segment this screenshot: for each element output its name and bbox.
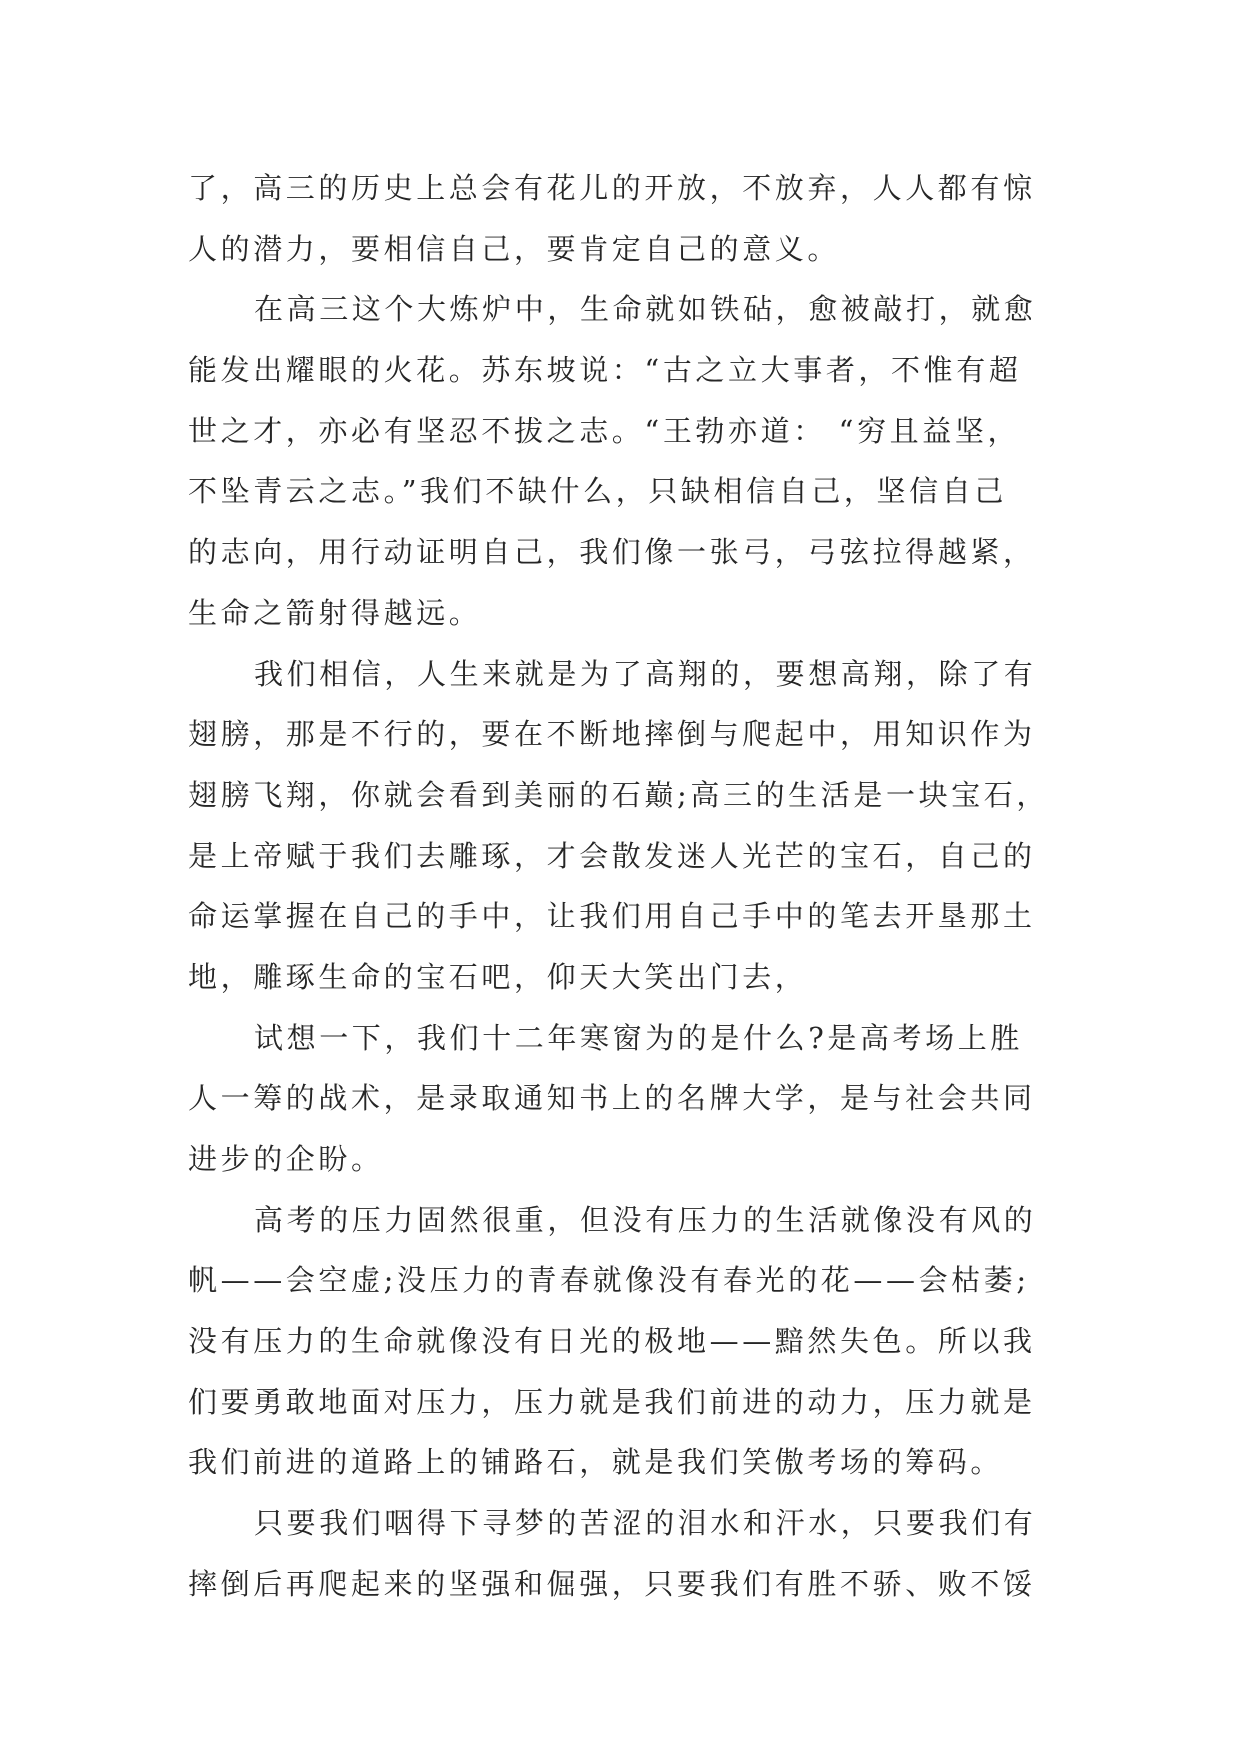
text-line: 翅膀飞翔，你就会看到美丽的石巅;高三的生活是一块宝石， xyxy=(188,777,1049,812)
text-line: 命运掌握在自己的手中，让我们用自己手中的笔去开垦那土 xyxy=(188,899,1036,934)
text-line: 的志向，用行动证明自己，我们像一张弓，弓弦拉得越紧， xyxy=(188,535,1036,570)
text-line: 能发出耀眼的火花。苏东坡说：“古之立大事者，不惟有超 xyxy=(188,353,1022,388)
text-line: 不坠青云之志。”我们不缺什么，只缺相信自己，坚信自己 xyxy=(188,474,1007,509)
text-line: 们要勇敢地面对压力，压力就是我们前进的动力，压力就是 xyxy=(188,1384,1036,1419)
body-text xyxy=(188,158,1068,1615)
text-line: 没有压力的生命就像没有日光的极地——黯然失色。所以我 xyxy=(188,1324,1036,1359)
paragraph-first-line: 我们相信，人生来就是为了高翔的，要想高翔，除了有 xyxy=(254,656,1037,691)
text-line: 生命之箭射得越远。 xyxy=(188,595,482,630)
text-line: 翅膀，那是不行的，要在不断地摔倒与爬起中，用知识作为 xyxy=(188,717,1036,752)
paragraph-first-line: 高考的压力固然很重，但没有压力的生活就像没有风的 xyxy=(254,1202,1037,1237)
text-line: 是上帝赋于我们去雕琢，才会散发迷人光芒的宝石，自己的 xyxy=(188,838,1036,873)
text-line: 帆——会空虚;没压力的青春就像没有春光的花——会枯萎; xyxy=(188,1263,1030,1298)
text-line: 摔倒后再爬起来的坚强和倔强，只要我们有胜不骄、败不馁 xyxy=(188,1566,1036,1601)
text-line: 人的潜力，要相信自己，要肯定自己的意义。 xyxy=(188,231,841,266)
paragraph-first-line: 只要我们咽得下寻梦的苦涩的泪水和汗水，只要我们有 xyxy=(254,1506,1037,1541)
text-line: 世之才，亦必有坚忍不拔之志。“王勃亦道： “穷且益坚， xyxy=(188,413,1021,448)
paragraph-first-line: 在高三这个大炼炉中，生命就如铁砧，愈被敲打，就愈 xyxy=(254,292,1037,327)
text-line: 人一筹的战术，是录取通知书上的名牌大学，是与社会共同 xyxy=(188,1081,1036,1116)
text-line: 进步的企盼。 xyxy=(188,1142,384,1176)
text-line: 了，高三的历史上总会有花儿的开放，不放弃，人人都有惊 xyxy=(188,171,1036,205)
text-line: 地，雕琢生命的宝石吧，仰天大笑出门去， xyxy=(188,959,808,994)
paragraph-first-line: 试想一下，我们十二年寒窗为的是什么?是高考场上胜 xyxy=(254,1020,1023,1055)
text-line: 我们前进的道路上的铺路石，就是我们笑傲考场的筹码。 xyxy=(188,1445,1004,1480)
